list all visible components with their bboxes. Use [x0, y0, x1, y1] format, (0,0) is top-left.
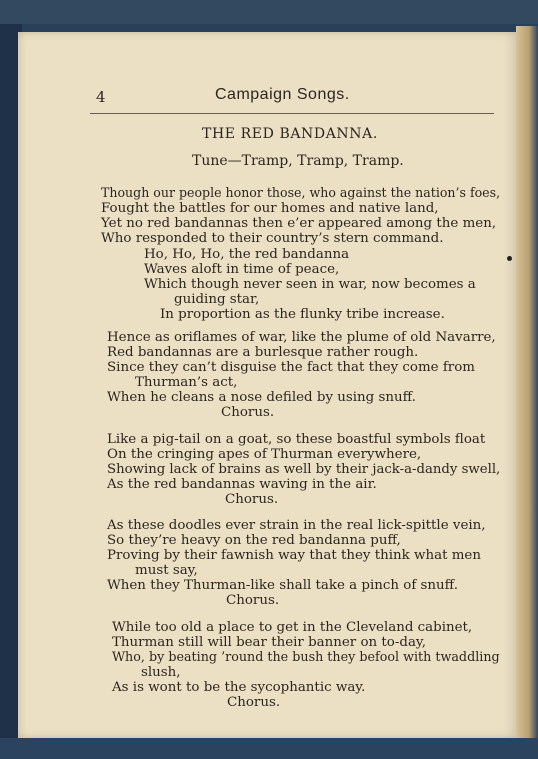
- running-head: Campaign Songs.: [215, 86, 350, 103]
- chorus-line: guiding star,: [174, 292, 260, 307]
- verse-line: As these doodles ever strain in the real lick-spittle vein,: [107, 518, 486, 533]
- ink-dot: [507, 256, 512, 261]
- page-number: 4: [96, 88, 106, 106]
- verse-line: Showing lack of brains as well by their jack-a-dandy swell,: [107, 462, 501, 477]
- verse-line: Like a pig-tail on a goat, so these boastful symbols float: [107, 432, 486, 447]
- top-binding-band: [0, 0, 538, 24]
- verse-line: Hence as oriflames of war, like the plume of old Navarre,: [107, 330, 496, 345]
- page-edge: [516, 26, 538, 746]
- verse-line: Yet no red bandannas then e’er appeared among the men,: [101, 216, 497, 231]
- chorus-line: Waves aloft in time of peace,: [144, 262, 340, 277]
- verse-line: Proving by their fawnish way that they think what men: [107, 548, 481, 563]
- verse-line: Fought the battles for our homes and native land,: [101, 201, 439, 216]
- verse-line: Since they can’t disguise the fact that they come from: [107, 360, 475, 375]
- chorus-label: Chorus.: [226, 593, 280, 608]
- chorus-line: Ho, Ho, Ho, the red bandanna: [144, 247, 350, 262]
- header-rule: [90, 113, 494, 114]
- chorus-label: Chorus.: [225, 492, 279, 507]
- chorus-label: Chorus.: [227, 695, 281, 710]
- verse-line: must say,: [135, 563, 198, 578]
- verse-line: slush,: [141, 665, 181, 680]
- verse-line: Thurman still will bear their banner on to-day,: [112, 635, 426, 650]
- verse-line: When he cleans a nose defiled by using snuff.: [107, 390, 416, 405]
- bottom-binding-band: [0, 738, 538, 759]
- verse-line: As is wont to be the sycophantic way.: [112, 680, 366, 695]
- verse-line: So they’re heavy on the red bandanna puff,: [107, 533, 401, 548]
- chorus-line: Which though never seen in war, now becomes a: [144, 277, 476, 292]
- verse-line: Who, by beating ’round the bush they befool with twaddling: [112, 650, 500, 665]
- chorus-line: In proportion as the flunky tribe increase.: [160, 307, 445, 322]
- verse-line: While too old a place to get in the Cleveland cabinet,: [112, 620, 473, 635]
- verse-line: On the cringing apes of Thurman everywhere,: [107, 447, 422, 462]
- verse-line: Though our people honor those, who against the nation’s foes,: [101, 186, 501, 201]
- verse-line: Who responded to their country’s stern command.: [101, 231, 444, 246]
- verse-line: Red bandannas are a burlesque rather rough.: [107, 345, 419, 360]
- verse-line: Thurman’s act,: [135, 375, 238, 390]
- verse-line: As the red bandannas waving in the air.: [107, 477, 377, 492]
- chorus-label: Chorus.: [221, 405, 275, 420]
- verse-line: When they Thurman-like shall take a pinch of snuff.: [107, 578, 458, 593]
- tune-line: Tune—Tramp, Tramp, Tramp.: [192, 153, 404, 169]
- song-title: THE RED BANDANNA.: [202, 126, 378, 142]
